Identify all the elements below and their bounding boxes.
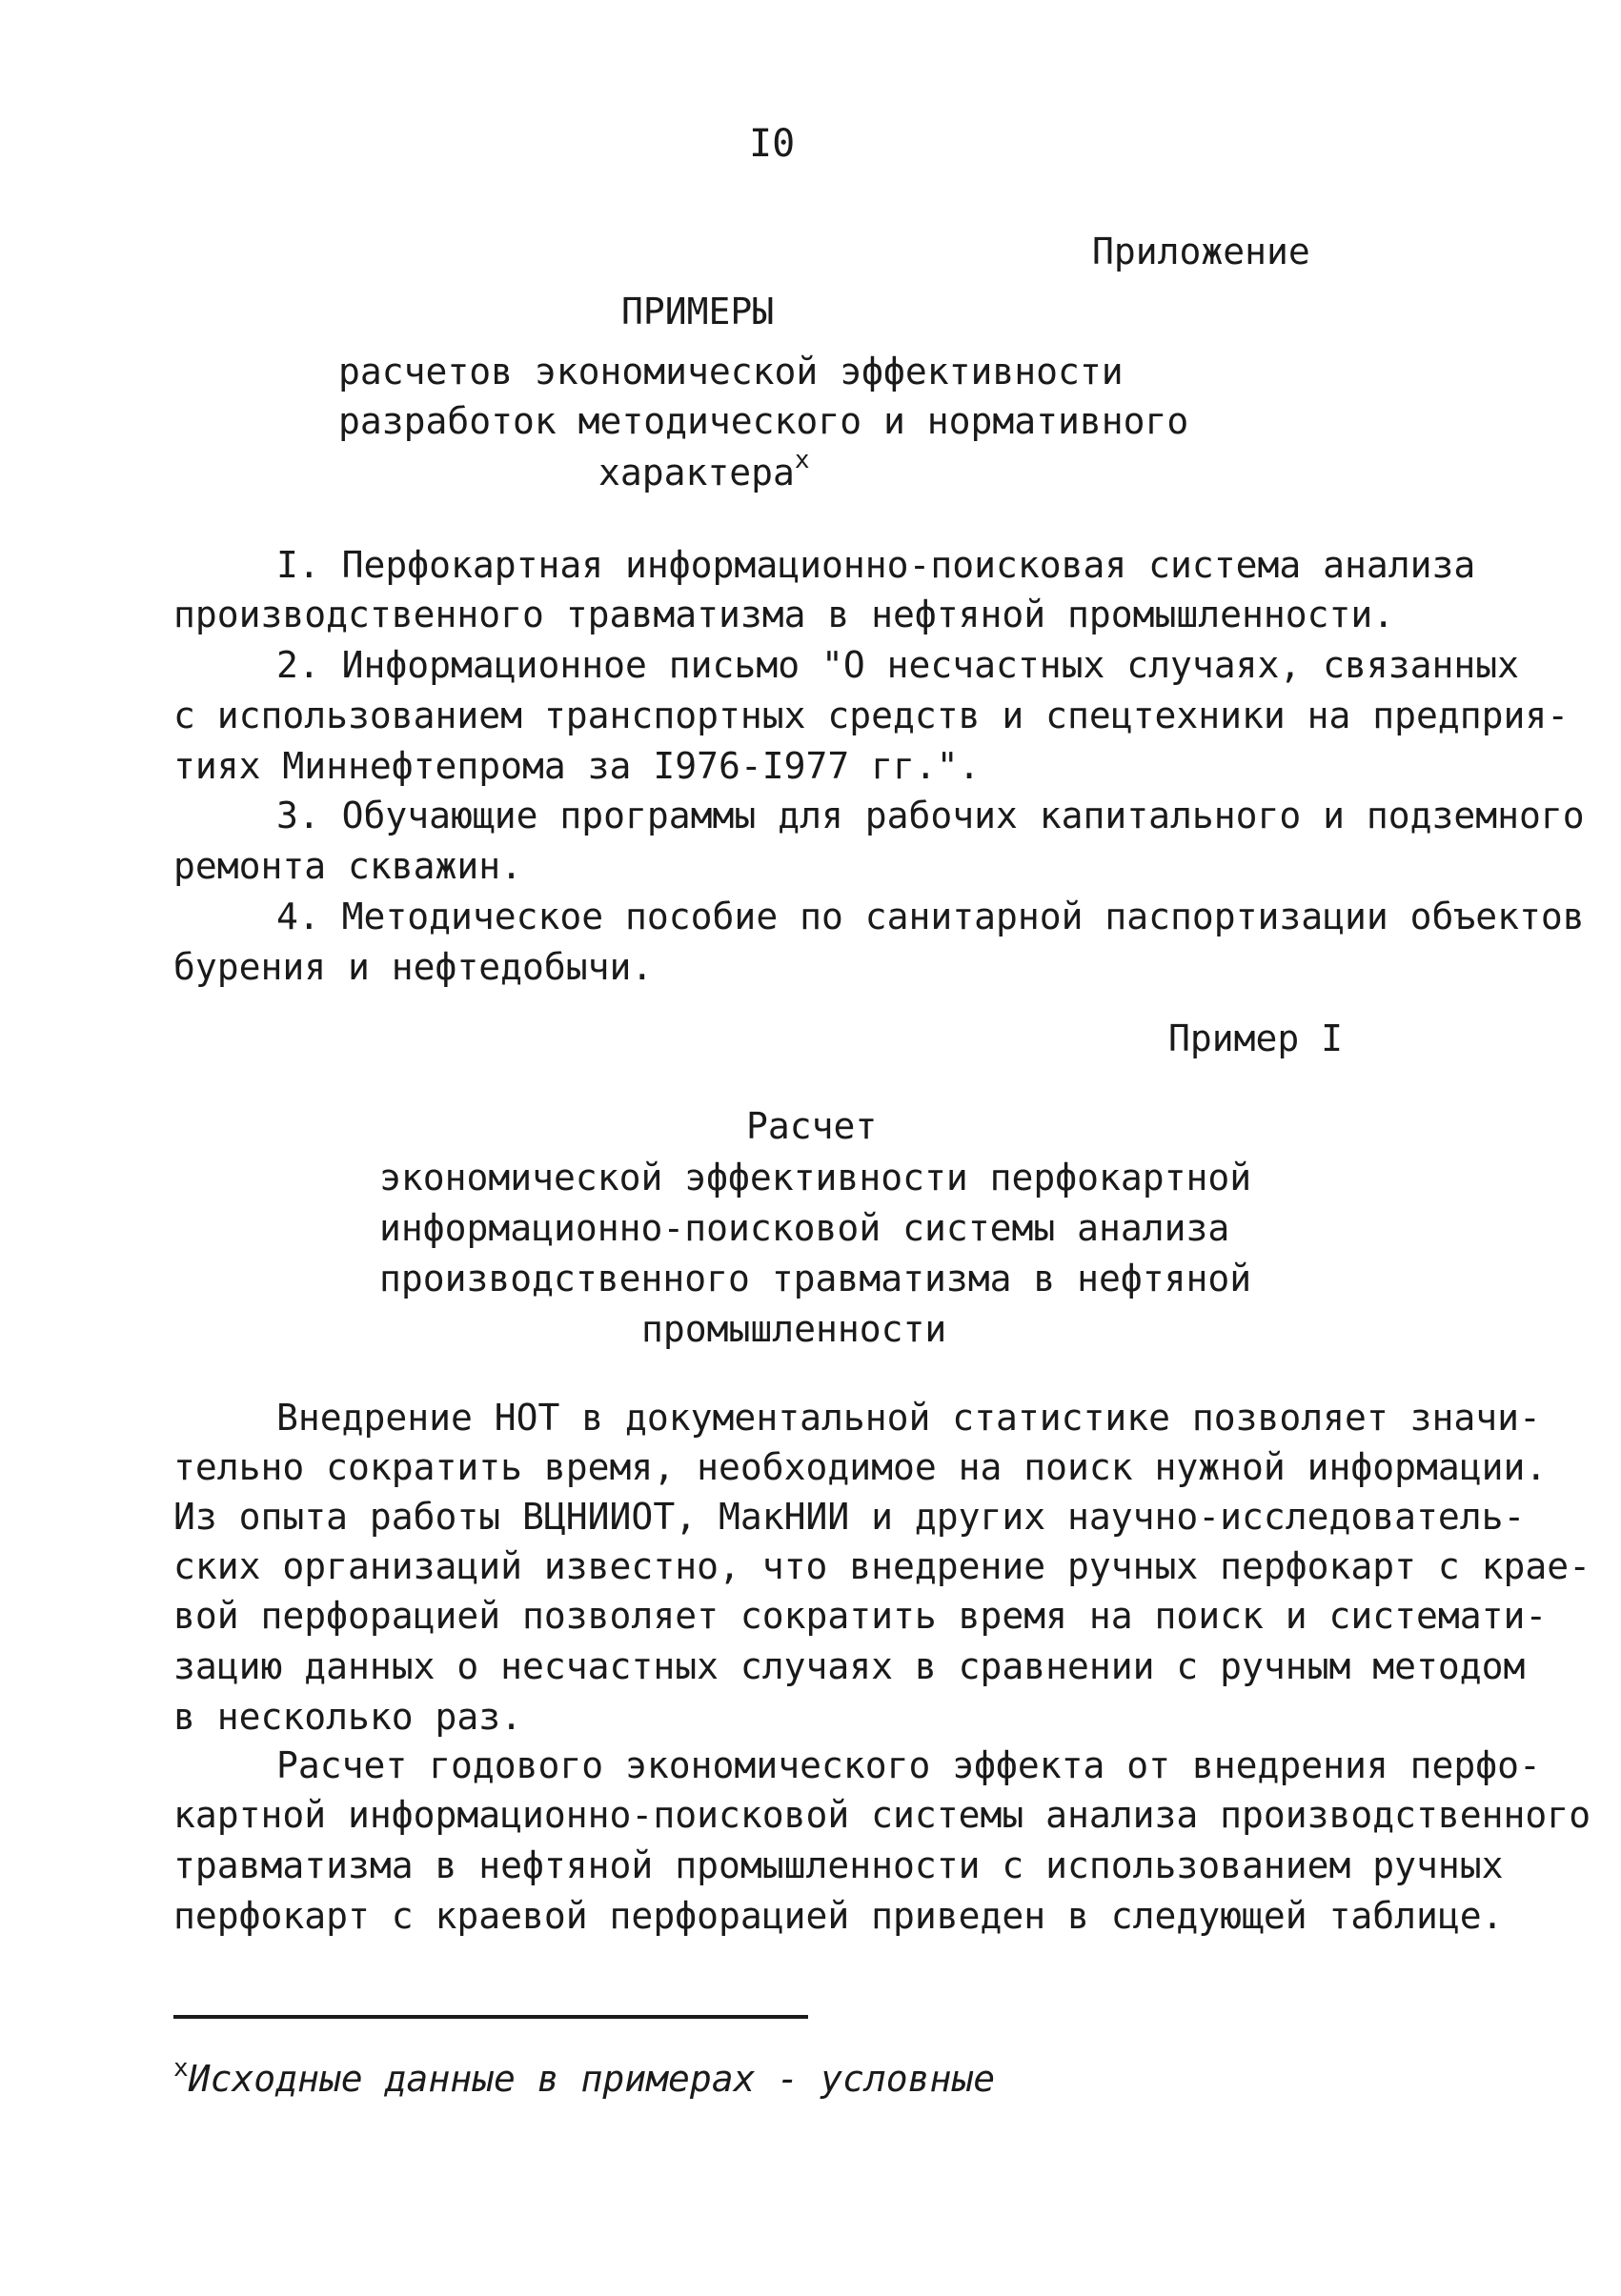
body-p1-line-3: Из опыта работы ВЦНИИОТ, МакНИИ и других научно-исследователь-: [173, 1496, 1526, 1538]
calc-heading-line-2: информационно-поисковой системы анализа: [379, 1207, 1230, 1249]
list-item-1-line-1: I. Перфокартная информационно-поисковая система анализа: [276, 544, 1476, 586]
body-p1-line-4: ских организаций известно, что внедрение ручных перфокарт с крае-: [173, 1545, 1591, 1587]
body-p2-line-1: Расчет годового экономического эффекта от внедрения перфо-: [276, 1744, 1541, 1786]
body-p2-line-2: картной информационно-поисковой системы анализа производственного: [173, 1794, 1591, 1836]
calc-heading-title: Расчет: [746, 1105, 878, 1147]
heading-line-2: разработок методического и нормативного: [338, 400, 1189, 442]
body-p1-line-6: зацию данных о несчастных случаях в сравнении с ручным методом: [173, 1645, 1526, 1687]
heading-footnote-mark: x: [794, 446, 810, 474]
body-p2-line-3: травматизма в нефтяной промышленности с использованием ручных: [173, 1844, 1504, 1886]
footnote-mark: x: [173, 2054, 189, 2083]
list-item-2-line-3: тиях Миннефтепрома за I976-I977 гг.".: [173, 745, 981, 787]
footnote-divider: [173, 2015, 808, 2019]
heading-title: ПРИМЕРЫ: [621, 291, 775, 332]
body-p1-line-2: тельно сократить время, необходимое на поиск нужной информации.: [173, 1446, 1548, 1488]
list-item-1-line-2: производственного травматизма в нефтяной промышленности.: [173, 594, 1395, 635]
heading-line-1: расчетов экономической эффективности: [338, 351, 1124, 393]
footnote-text: Исходные данные в примерах - условные: [188, 2058, 996, 2100]
footnote: [173, 2054, 996, 2100]
heading-line-3: [598, 446, 810, 493]
calc-heading-line-4: промышленности: [641, 1308, 947, 1350]
body-p1-line-1: Внедрение НОТ в документальной статистике позволяет значи-: [276, 1397, 1541, 1439]
body-p2-line-4: перфокарт с краевой перфорацией приведен в следующей таблице.: [173, 1895, 1504, 1937]
appendix-label: Приложение: [1092, 231, 1310, 272]
list-item-3-line-2: ремонта скважин.: [173, 845, 523, 887]
calc-heading-line-3: производственного травматизма в нефтяной: [379, 1258, 1252, 1299]
list-item-2-line-2: с использованием транспортных средств и спецтехники на предприя-: [173, 695, 1570, 736]
calc-heading-line-1: экономической эффективности перфокартной: [379, 1157, 1252, 1198]
body-p1-line-5: вой перфорацией позволяет сократить время на поиск и системати-: [173, 1595, 1548, 1637]
page-number: I0: [749, 122, 796, 166]
list-item-4-line-1: 4. Методическое пособие по санитарной паспортизации объектов: [276, 896, 1585, 937]
example-label: Пример I: [1168, 1017, 1344, 1059]
list-item-4-line-2: бурения и нефтедобычи.: [173, 946, 654, 988]
heading-line-3-text: характера: [598, 452, 795, 493]
list-item-3-line-1: 3. Обучающие программы для рабочих капитального и подземного: [276, 795, 1585, 836]
list-item-2-line-1: 2. Информационное письмо "О несчастных случаях, связанных: [276, 644, 1520, 686]
body-p1-line-7: в несколько раз.: [173, 1696, 523, 1738]
